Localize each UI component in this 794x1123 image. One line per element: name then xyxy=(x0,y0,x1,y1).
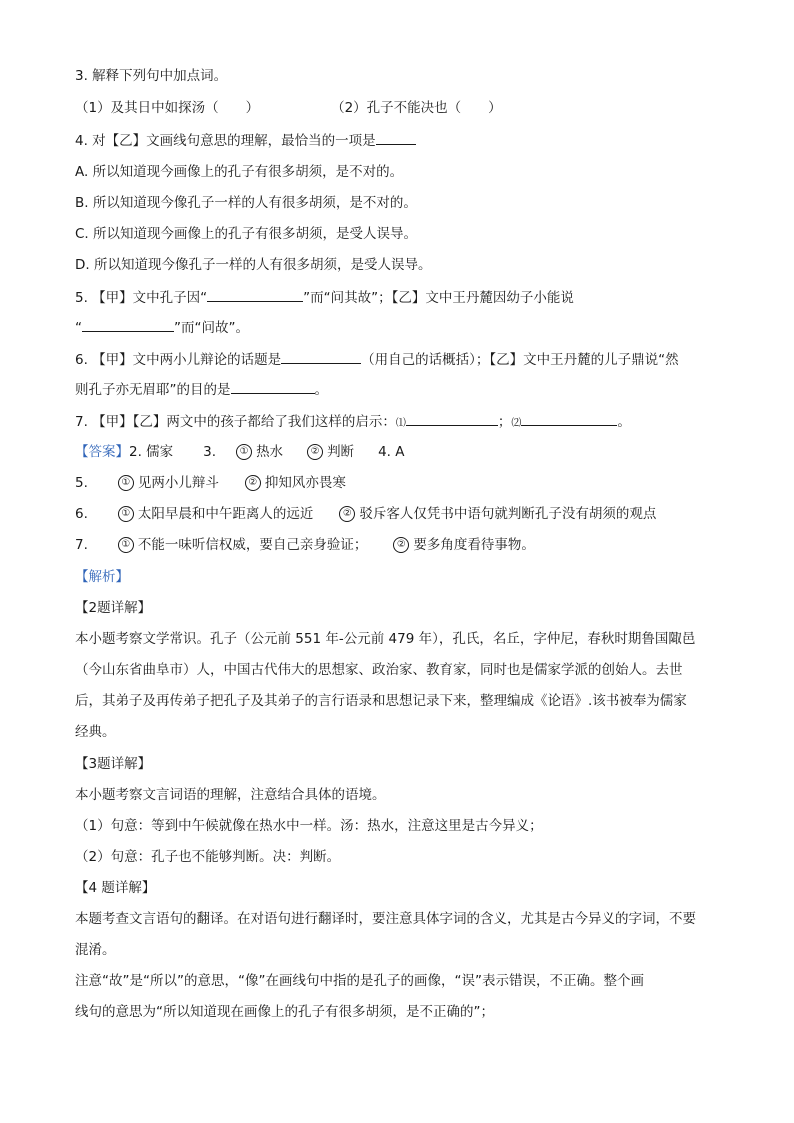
answer-6-num: 6. xyxy=(75,506,88,522)
q7-num-1: ⑴ xyxy=(395,418,406,429)
answer-7-num: 7. xyxy=(75,537,88,553)
analysis-label: 【解析】 xyxy=(75,569,129,585)
q7-text-1: 7. 【甲】【乙】两文中的孩子都给了我们这样的启示： xyxy=(75,414,396,430)
q6-text-2: （用自己的话概括）；【乙】文中王丹麓的儿子鼎说“然 xyxy=(361,352,679,368)
q5-blank-1 xyxy=(207,288,303,302)
q5-line-1 xyxy=(75,288,725,307)
q6-text-4: 。 xyxy=(314,382,328,398)
q4-title-text: 4. 对【乙】文画线句意思的理解，最恰当的一项是 xyxy=(75,133,376,149)
q6-blank-1 xyxy=(281,350,361,364)
q5-blank-2 xyxy=(82,318,174,332)
q5-text-4: ”而“问故”。 xyxy=(174,320,249,336)
q6-line-1 xyxy=(75,350,725,369)
analysis-2-line-1: 本小题考察文学常识。孔子（公元前 551 年-公元前 479 年），孔氏，名丘，字仲尼，春秋时期鲁国陬邑 xyxy=(75,631,696,647)
q5-line-2 xyxy=(75,318,725,337)
answer-6-circle-1: ① xyxy=(118,506,134,522)
answer-5-circle-1: ① xyxy=(118,475,134,491)
analysis-heading-3: 【3题详解】 xyxy=(75,756,152,772)
answer-6-part-1: 太阳早晨和中午距离人的远近 xyxy=(137,506,314,522)
q7-separator: ； xyxy=(497,414,512,430)
q4-option-a: A. 所以知道现今画像上的孔子有很多胡须，是不对的。 xyxy=(75,164,404,180)
q4-option-d: D. 所以知道现今像孔子一样的人有很多胡须，是受人误导。 xyxy=(75,257,432,273)
analysis-4-line-2: 混淆。 xyxy=(75,942,116,958)
analysis-heading-2: 【2题详解】 xyxy=(75,600,152,616)
answer-5-circle-2: ② xyxy=(245,475,261,491)
analysis-4-line-4: 线句的意思为“所以知道现在画像上的孔子有很多胡须，是不正确的”； xyxy=(75,1004,494,1020)
q7-blank-2 xyxy=(521,412,617,426)
q3-item-2: （2）孔子不能决也（ ） xyxy=(331,100,502,116)
answer-3-part-2: 判断 xyxy=(327,444,355,460)
answer-5-part-2: 抑知风亦畏寒 xyxy=(264,475,346,491)
q6-blank-2 xyxy=(231,380,315,394)
q6-line-2 xyxy=(75,380,725,399)
q5-text-3: “ xyxy=(75,320,82,336)
answer-6-circle-2: ② xyxy=(339,506,355,522)
q3-title: 3. 解释下列句中加点词。 xyxy=(75,68,228,84)
q4-blank xyxy=(376,131,416,145)
q6-text-3: 则孔子亦无眉耶”的目的是 xyxy=(75,382,231,398)
answer-4: 4. A xyxy=(378,444,405,460)
q3-item-1: （1）及其日中如探汤（ ） xyxy=(75,100,260,116)
answer-line-7 xyxy=(75,536,725,554)
q4-title xyxy=(75,131,725,150)
analysis-4-line-3: 注意“故”是“所以”的意思，“像”在画线句中指的是孔子的画像，“误”表示错误，不正确。整个画 xyxy=(75,973,644,989)
answer-7-circle-2: ② xyxy=(393,537,409,553)
answer-3-part-1: 热水 xyxy=(256,444,284,460)
q7-line xyxy=(75,412,725,433)
answer-label: 【答案】 xyxy=(75,444,129,460)
q6-text-1: 6. 【甲】文中两小儿辩论的话题是 xyxy=(75,352,282,368)
analysis-2-line-2: （今山东省曲阜市）人，中国古代伟大的思想家、政治家、教育家，同时也是儒家学派的创始人。去世 xyxy=(75,662,683,678)
analysis-3-line-1: 本小题考察文言词语的理解，注意结合具体的语境。 xyxy=(75,787,386,803)
answer-6-part-2: 驳斥客人仅凭书中语句就判断孔子没有胡须的观点 xyxy=(359,506,657,522)
answer-7-part-2: 要多角度看待事物。 xyxy=(413,537,535,553)
answer-line-5 xyxy=(75,474,725,492)
answer-3-circle-2: ② xyxy=(307,444,323,460)
q4-option-c: C. 所以知道现今画像上的孔子有很多胡须，是受人误导。 xyxy=(75,226,418,242)
q5-text-2: ”而“问其故”；【乙】文中王丹麓因幼子小能说 xyxy=(303,290,574,306)
answer-3-num: 3. xyxy=(203,444,217,460)
answer-line-6 xyxy=(75,505,725,523)
answer-5-part-1: 见两小儿辩斗 xyxy=(137,475,219,491)
q7-num-2: ⑵ xyxy=(511,418,522,429)
answer-7-circle-1: ① xyxy=(118,537,134,553)
answer-line-1 xyxy=(75,443,725,461)
q7-end: 。 xyxy=(617,414,631,430)
answer-7-part-1: 不能一味听信权威，要自己亲身验证； xyxy=(137,537,368,553)
q5-text-1: 5. 【甲】文中孔子因“ xyxy=(75,290,208,306)
analysis-2-line-4: 经典。 xyxy=(75,724,116,740)
analysis-heading-4: 【4 题详解】 xyxy=(75,880,156,896)
answer-5-num: 5. xyxy=(75,475,88,491)
analysis-3-line-3: （2）句意：孔子也不能够判断。决：判断。 xyxy=(75,849,341,865)
q7-blank-1 xyxy=(406,412,498,426)
answer-2: 2. 儒家 xyxy=(129,444,174,460)
q4-option-b: B. 所以知道现今像孔子一样的人有很多胡须，是不对的。 xyxy=(75,195,417,211)
analysis-4-line-1: 本题考查文言语句的翻译。在对语句进行翻译时，要注意具体字词的含义，尤其是古今异义的字词，不要 xyxy=(75,911,696,927)
analysis-3-line-2: （1）句意：等到中午候就像在热水中一样。汤：热水，注意这里是古今异义； xyxy=(75,818,543,834)
answer-3-circle-1: ① xyxy=(236,444,252,460)
q3-items xyxy=(75,99,725,117)
analysis-2-line-3: 后，其弟子及再传弟子把孔子及其弟子的言行语录和思想记录下来，整理编成《论语》.该书被奉为儒家 xyxy=(75,693,687,709)
